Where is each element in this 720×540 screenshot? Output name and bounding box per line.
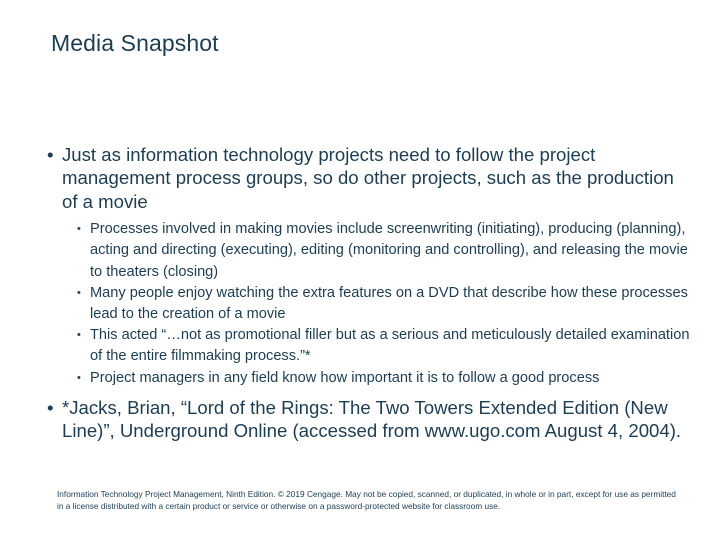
bullet-icon: • [47, 144, 54, 165]
sub-bullet-icon: • [77, 223, 81, 236]
sub-bullet-icon: • [77, 329, 81, 342]
sub-bullet-item [72, 368, 697, 389]
sub-bullet-text: Processes involved in making movies include screenwriting (initiating), producing (planning), acting and directing (executing), editing (monitoring and controlling), and releasing the movie to theaters (closing) [90, 221, 688, 280]
sub-bullet-list [72, 219, 697, 389]
sub-bullet-text: Many people enjoy watching the extra features on a DVD that describe how these processes lead to the creation of a movie [90, 284, 688, 323]
citation-text: *Jacks, Brian, “Lord of the Rings: The Two Towers Extended Edition (New Line)”, Underground Online (accessed from www.ugo.com August 4, 2004). [62, 396, 682, 442]
bullet-item [46, 143, 686, 213]
sub-bullet-text: This acted “…not as promotional filler but as a serious and meticulously detailed examination of the entire filmmaking process.”* [90, 327, 690, 365]
bullet-item-citation [46, 396, 686, 443]
sub-bullet-item [72, 283, 697, 325]
sub-bullet-icon: • [77, 371, 81, 384]
bullet-text: Just as information technology projects need to follow the project management process groups, so do other projects, such as the production of a movie [62, 144, 674, 212]
sub-bullet-item [72, 325, 697, 367]
slide-body [46, 143, 690, 443]
slide-title: Media Snapshot [51, 30, 219, 56]
copyright-footer: Information Technology Project Management, Ninth Edition. © 2019 Cengage. May not be copied, scanned, or duplicated, in whole or in part, except for use as permitted in a license distributed with a certain product or service or otherwise on a password-protected website for classroom use. [57, 489, 676, 512]
sub-bullet-icon: • [77, 286, 81, 299]
sub-bullet-item [72, 219, 697, 283]
sub-bullet-text: Project managers in any field know how important it is to follow a good process [90, 369, 600, 386]
bullet-icon: • [47, 396, 54, 418]
